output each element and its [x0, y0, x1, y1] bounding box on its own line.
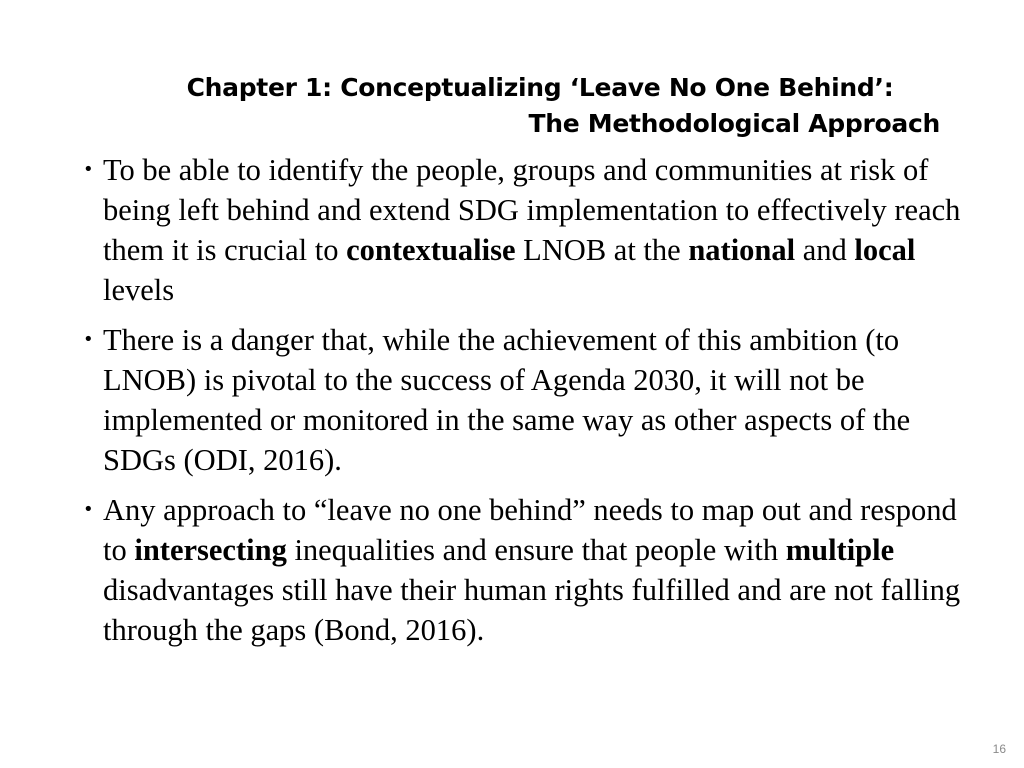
bullet-3-text: inequalities and ensure that people with: [286, 533, 786, 567]
bullet-item-3: [83, 490, 978, 650]
bullet-2-text: There is a danger that, while the achievement of this ambition (to LNOB) is pivotal to the success of Agenda 2030, it will not be implemented or monitored in the same way as other aspects of the SDGs (ODI, 2016).: [103, 323, 911, 477]
slide-title-line-1: Chapter 1: Conceptualizing ‘Leave No One Behind’:: [186, 73, 894, 102]
bullet-1-text: levels: [103, 273, 175, 307]
bullet-1-emphasis-local: local: [854, 233, 916, 267]
bullet-3-text: Any approach to “leave no one behind” needs to map out and respond to: [103, 493, 957, 567]
bullet-1-text: and: [795, 233, 855, 267]
page-number: 16: [992, 742, 1006, 756]
bullet-3-text: disadvantages still have their human rights fulfilled and are not falling through the gaps (Bond, 2016).: [103, 573, 961, 647]
bullet-1-emphasis-national: national: [688, 233, 796, 267]
bullet-3-emphasis-intersecting: intersecting: [134, 533, 287, 567]
bullet-icon: •: [83, 499, 94, 520]
bullet-1-text: LNOB at the: [515, 233, 689, 267]
slide-title-line-2: The Methodological Approach: [528, 109, 940, 138]
bullet-3-emphasis-multiple: multiple: [785, 533, 895, 567]
bullet-item-2: [83, 320, 978, 480]
bullet-1-text: To be able to identify the people, groups and communities at risk of being left behind and extend SDG implementation to effectively reach them it is crucial to: [103, 153, 961, 267]
bullet-1-emphasis-contextualise: contextualise: [346, 233, 516, 267]
bullet-icon: •: [83, 159, 94, 180]
bullet-list: [83, 150, 978, 660]
bullet-item-1: [83, 150, 978, 310]
bullet-icon: •: [83, 329, 94, 350]
slide-title: [110, 70, 970, 142]
